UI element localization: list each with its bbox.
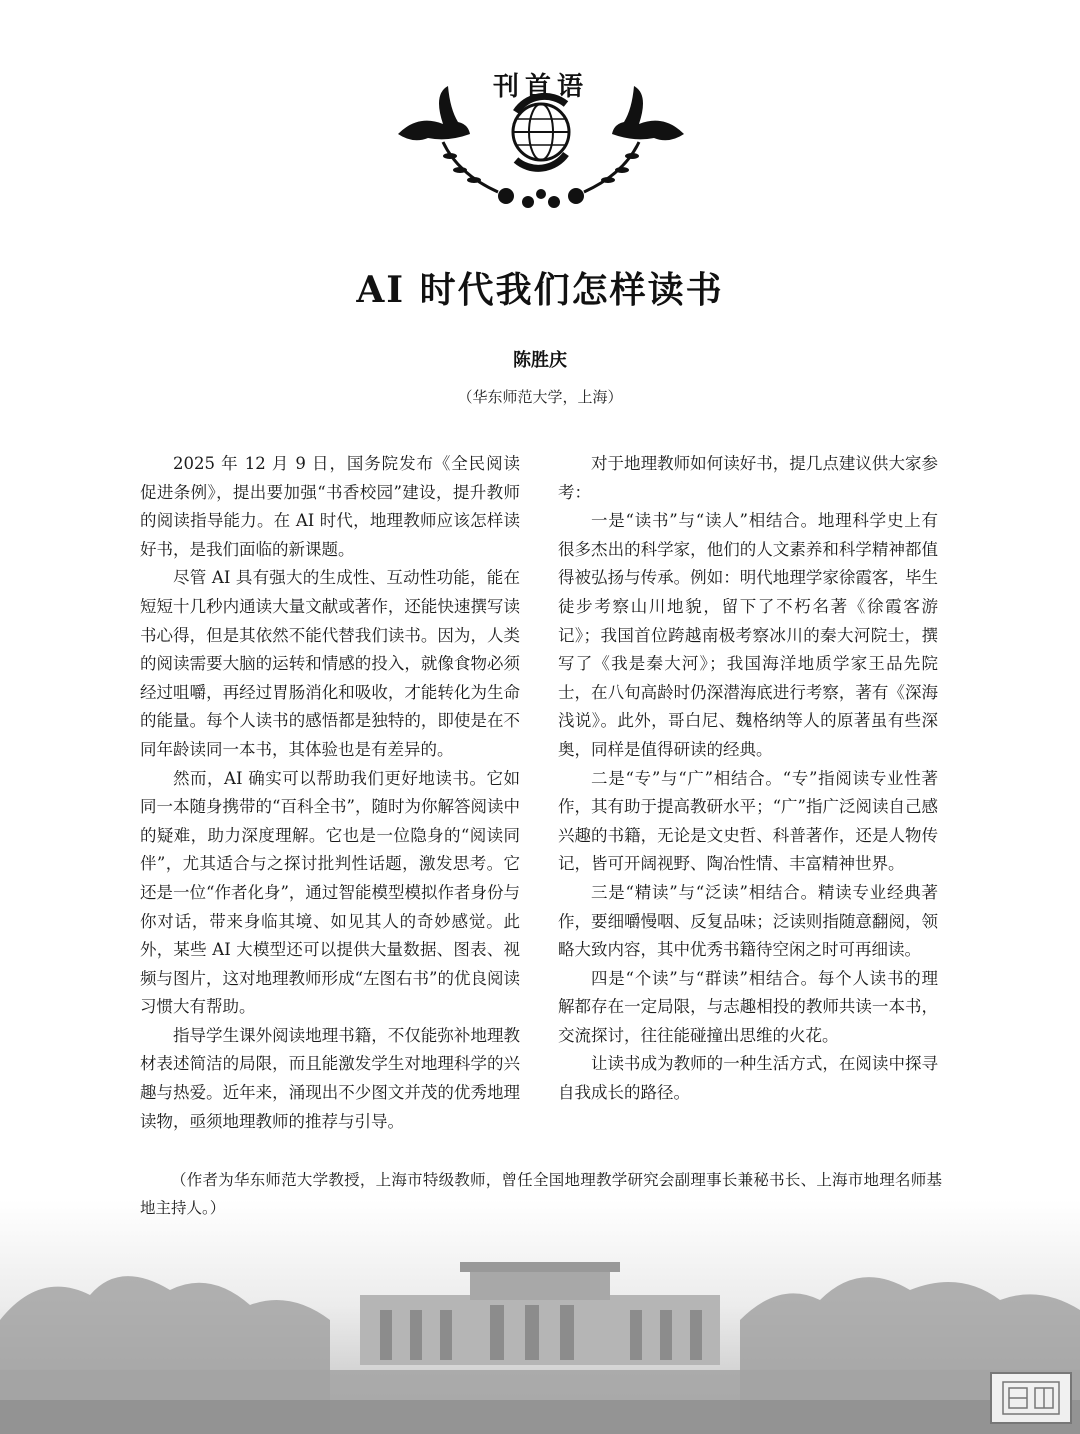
article-title: AI 时代我们怎样读书 — [356, 269, 724, 311]
left-column — [140, 450, 520, 1136]
author-note-text: （作者为华东师范大学教授，上海市特级教师，曾任全国地理教学研究会副理事长兼秘书长、上海市地理名师基地主持人。） — [140, 1171, 942, 1217]
campus-background-photo — [0, 1200, 1080, 1434]
paragraph: 让读书成为教师的一种生活方式，在阅读中探寻自我成长的路径。 — [558, 1054, 938, 1103]
paragraph: 二是“专”与“广”相结合。“专”指阅读专业性著作，其有助于提高教研水平；“广”指广泛阅读自己感兴趣的书籍，无论是文史哲、科普著作，还是人物传记，皆可开阔视野、陶冶性情、丰富精神世界。 — [558, 768, 938, 874]
author-note — [140, 1166, 942, 1222]
column-label: 刊首语 — [492, 72, 589, 102]
paragraph: 四是“个读”与“群读”相结合。每个人读书的理解都存在一定局限，与志趣相投的教师共读一本书，交流探讨，往往能碰撞出思维的火花。 — [558, 968, 938, 1045]
author-name: 陈胜庆 — [513, 350, 567, 371]
column-banner — [388, 64, 694, 214]
right-column — [558, 450, 938, 1108]
paragraph: 三是“精读”与“泛读”相结合。精读专业经典著作，要细嚼慢咽、反复品味；泛读则指随意翻阅，领略大致内容，其中优秀书籍待空闲之时可再细读。 — [558, 882, 938, 960]
author-affiliation: （华东师范大学，上海） — [457, 388, 623, 406]
paragraph: 然而，AI 确实可以帮助我们更好地读书。它如同一本随身携带的“百科全书”，随时为你解答阅读中的疑难，助力深度理解。它也是一位隐身的“阅读同伴”，尤其适合与之探讨批判性话题，激发思考。它还是一位“作者化身”，通过智能模型模拟作者身份与你对话，带来身临其境、如见其人的奇妙感觉。此外，某些 AI 大模型还可以提供大量数据、图表、视频与图片，这对地理教师形成“左图右书”的优良阅读习惯大有帮助。 — [140, 768, 520, 1017]
paragraph: 2025 年 12 月 9 日，国务院发布《全民阅读促进条例》，提出要加强“书香校园”建设，提升教师的阅读指导能力。在 AI 时代，地理教师应该怎样读好书，是我们面临的新课题。 — [140, 454, 520, 559]
paragraph: 尽管 AI 具有强大的生成性、互动性功能，能在短短十几秒内通读大量文献或著作，还能快速撰写读书心得，但是其依然不能代替我们读书。因为，人类的阅读需要大脑的运转和情感的投入，就像食物必须经过咀嚼，再经过胃肠消化和吸收，才能转化为生命的能量。每个人读书的感悟都是独特的，即使是在不同年龄读同一本书，其体验也是有差异的。 — [140, 568, 520, 759]
paragraph: 对于地理教师如何读好书，提几点建议供大家参考： — [558, 454, 938, 502]
paragraph: 指导学生课外阅读地理书籍，不仅能弥补地理教材表述简洁的局限，而且能激发学生对地理科学的兴趣与热爱。近年来，涌现出不少图文并茂的优秀地理读物，亟须地理教师的推荐与引导。 — [140, 1025, 520, 1131]
flower-garland-icon — [498, 188, 584, 208]
paragraph: 一是“读书”与“读人”相结合。地理科学史上有很多杰出的科学家，他们的人文素养和科学精神都值得被弘扬与传承。例如：明代地理学家徐霞客，毕生徒步考察山川地貌，留下了不朽名著《徐霞客游记》；我国首位跨越南极考察冰川的秦大河院士，撰写了《我是秦大河》；我国海洋地质学家王品先院士，在八旬高龄时仍深潜海底进行考察，著有《深海浅说》。此外，哥白尼、魏格纳等人的原著虽有些深奥，同样是值得研读的经典。 — [558, 511, 938, 759]
globe-icon — [513, 96, 569, 168]
publisher-watermark-logo — [990, 1372, 1072, 1424]
